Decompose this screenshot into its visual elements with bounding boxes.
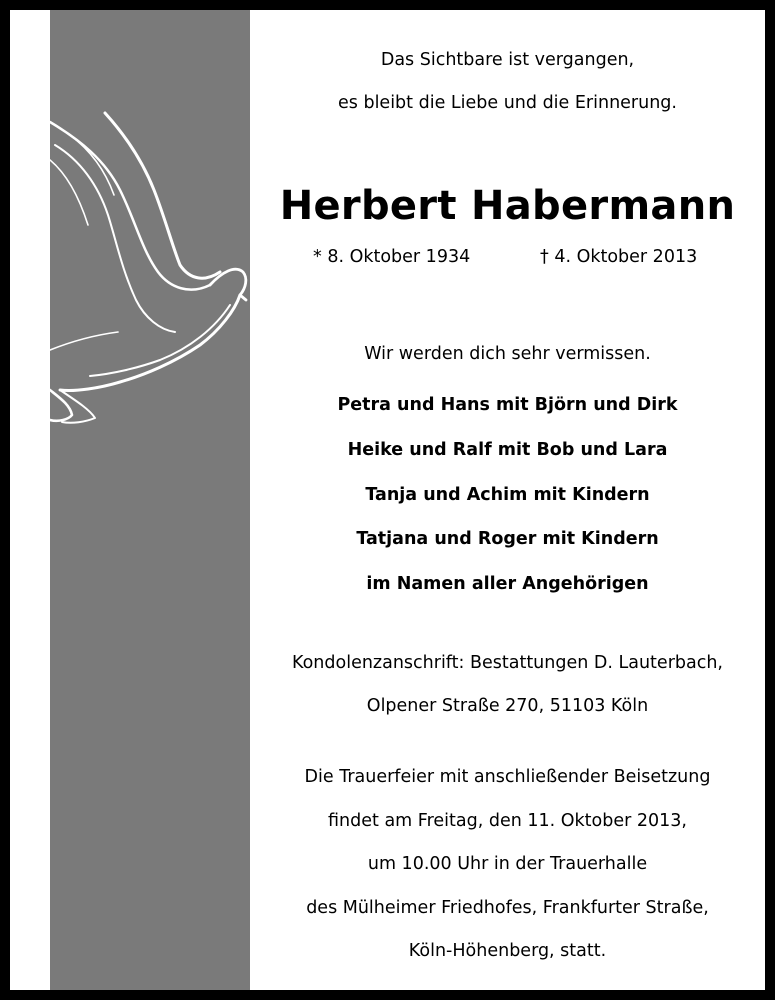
- motto-line-1: Das Sichtbare ist vergangen,: [380, 50, 635, 70]
- mourner-line: Petra und Hans mit Björn und Dirk: [337, 395, 678, 415]
- mourner-line: Heike und Ralf mit Bob und Lara: [347, 440, 668, 460]
- funeral-info-line: Die Trauerfeier mit anschließender Beisetzung: [304, 767, 711, 787]
- birth-date: * 8. Oktober 1934: [313, 247, 471, 267]
- funeral-info-line: um 10.00 Uhr in der Trauerhalle: [367, 854, 648, 874]
- condolence-address-line-1: Kondolenzanschrift: Bestattungen D. Lauterbach,: [291, 653, 723, 673]
- funeral-info-line: des Mülheimer Friedhofes, Frankfurter Straße,: [306, 898, 709, 918]
- mourner-line: Tanja und Achim mit Kindern: [365, 485, 650, 505]
- condolence-address-line-2: Olpener Straße 270, 51103 Köln: [366, 696, 649, 716]
- notice-content: [250, 10, 765, 990]
- funeral-info-line: Köln-Höhenberg, statt.: [408, 941, 607, 961]
- dove-icon: [50, 10, 250, 990]
- deceased-name: Herbert Habermann: [279, 183, 736, 229]
- death-date: † 4. Oktober 2013: [540, 247, 698, 267]
- mourner-line: Tatjana und Roger mit Kindern: [356, 529, 659, 549]
- motto-line-2: es bleibt die Liebe und die Erinnerung.: [338, 93, 677, 113]
- mourner-line: im Namen aller Angehörigen: [366, 574, 649, 594]
- funeral-info-line: findet am Freitag, den 11. Oktober 2013,: [328, 811, 687, 831]
- decorative-side-band: [50, 10, 250, 990]
- farewell-message: Wir werden dich sehr vermissen.: [364, 344, 651, 364]
